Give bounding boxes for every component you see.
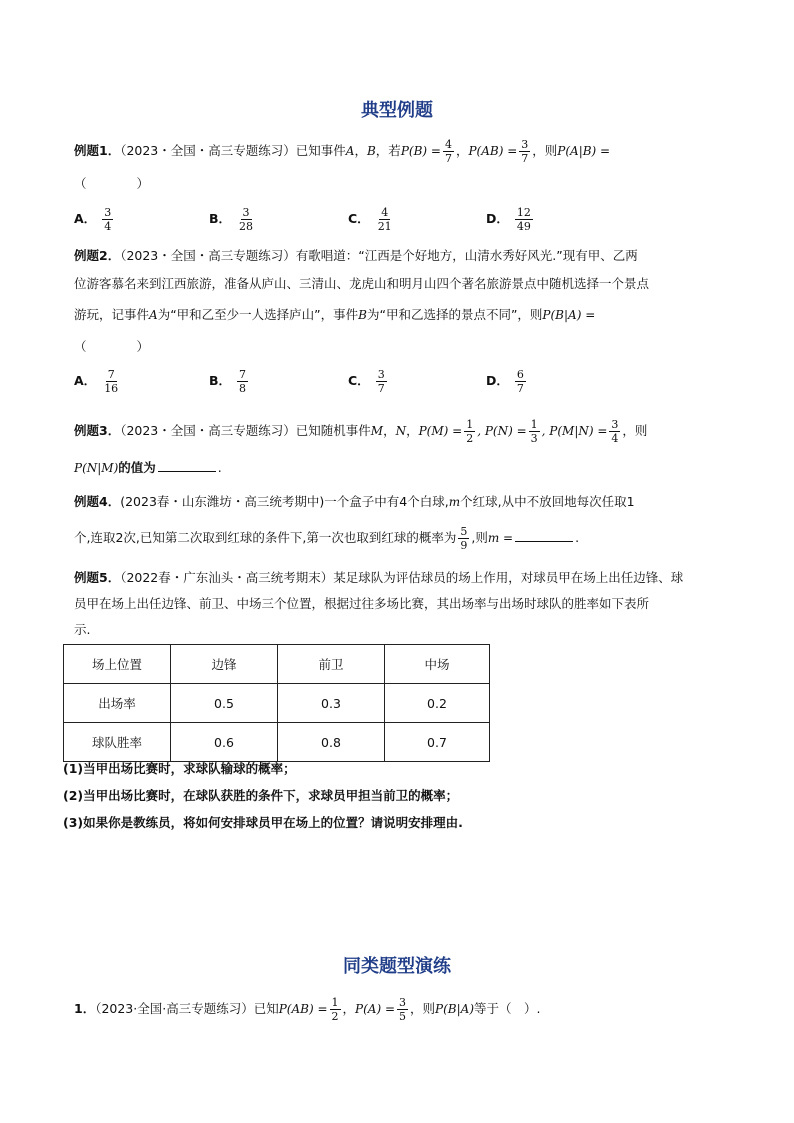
- example-4-line-2: 个,连取2次,已知第二次取到红球的条件下,第一次也取到红球的概率为 $\frac{5}{9}$ ,则m = .: [74, 525, 580, 552]
- table-cell: 0.3: [278, 684, 385, 723]
- table-cell: 边锋: [171, 645, 278, 684]
- example-5-question-2: (2)当甲出场比赛时，在球队获胜的条件下，求球员甲担当前卫的概率；: [63, 788, 459, 803]
- example-3-line-2: P(N|M)的值为 .: [74, 460, 222, 475]
- practice-1-label: 1．: [74, 1001, 96, 1016]
- table-cell: 出场率: [64, 684, 171, 723]
- table-cell: 0.7: [385, 723, 490, 762]
- position-stats-table: [63, 644, 490, 762]
- fraction: $\frac{4}{7}$: [444, 138, 452, 165]
- table-cell: 0.8: [278, 723, 385, 762]
- table-cell: 前卫: [278, 645, 385, 684]
- example-5-line-3: 示.: [74, 622, 91, 637]
- example-2-label: 例题2．: [74, 248, 121, 263]
- section-title-typical-examples: 典型例题: [361, 100, 433, 121]
- example-1-option-a: A． $\frac{3}{4}$: [74, 206, 112, 233]
- table-cell: 0.2: [385, 684, 490, 723]
- example-5-label: 例题5．: [74, 570, 121, 585]
- example-1-option-b: B． $\frac{3}{28}$: [209, 206, 254, 233]
- example-2-line-3: 游玩，记事件A为“甲和乙至少一人选择庐山”，事件B为“甲和乙选择的景点不同”，则P(B|A) =: [74, 307, 596, 322]
- table-cell: 球队胜率: [64, 723, 171, 762]
- example-1-statement: 例题1．（2023・全国・高三专题练习）已知事件A，B，若P(B) = $\frac{4}{7}$ ，P(AB) = $\frac{3}{7}$ ，则P(A|B) =: [74, 138, 611, 165]
- example-2-answer-paren: （ ）: [74, 339, 150, 354]
- example-5-line-2: 员甲在场上出任边锋、前卫、中场三个位置，根据过往多场比赛，其出场率与出场时球队的胜率如下表所: [74, 596, 650, 611]
- example-3-line-1: 例题3．（2023・全国・高三专题练习）已知随机事件M，N，P(M) = $\frac{1}{2}$ , P(N) = $\frac{1}{3}$ , P(M|N) = $\frac{3}{4}$ ，则: [74, 418, 648, 445]
- example-5-line-1: 例题5．（2022春・广东汕头・高三统考期末）某足球队为评估球员的场上作用，对球员甲在场上出任边锋、球: [74, 570, 684, 585]
- table-row: [64, 684, 490, 723]
- table-cell: 0.5: [171, 684, 278, 723]
- example-2-line-1: 例题2．（2023・全国・高三专题练习）有歌唱道：“江西是个好地方，山清水秀好风光.”现有甲、乙两: [74, 248, 638, 263]
- answer-blank: [515, 540, 573, 542]
- example-1-label: 例题1．: [74, 143, 121, 158]
- example-1-option-d: D． $\frac{12}{49}$: [486, 206, 531, 233]
- example-5-question-1: (1)当甲出场比赛时，求球队输球的概率；: [63, 761, 296, 776]
- example-2-option-c: C． $\frac{3}{7}$: [348, 368, 385, 395]
- example-2-option-a: A． $\frac{7}{16}$: [74, 368, 119, 395]
- example-4-line-1: 例题4．(2023春・山东潍坊・高三统考期中)一个盒子中有4个白球,m个红球,从中不放回地每次任取1: [74, 494, 635, 509]
- example-2-line-2: 位游客慕名来到江西旅游，准备从庐山、三清山、龙虎山和明月山四个著名旅游景点中随机选择一个景点: [74, 276, 650, 291]
- section-title-practice: 同类题型演练: [343, 956, 451, 977]
- answer-blank: [158, 470, 216, 472]
- example-1-option-c: C． $\frac{4}{21}$: [348, 206, 392, 233]
- example-3-label: 例题3．: [74, 423, 121, 438]
- example-4-label: 例题4．: [74, 494, 121, 509]
- example-2-option-b: B． $\frac{7}{8}$: [209, 368, 247, 395]
- fraction: $\frac{3}{7}$: [521, 138, 529, 165]
- practice-1-statement: 1．（2023·全国·高三专题练习）已知P(AB) = $\frac{1}{2}$ ，P(A) = $\frac{3}{5}$ ，则P(B|A)等于（ ）.: [74, 996, 541, 1023]
- table-header-row: [64, 645, 490, 684]
- example-2-option-d: D． $\frac{6}{7}$: [486, 368, 524, 395]
- table-cell: 0.6: [171, 723, 278, 762]
- table-cell: 中场: [385, 645, 490, 684]
- table-cell: 场上位置: [64, 645, 171, 684]
- table-row: [64, 723, 490, 762]
- example-5-question-3: (3)如果你是教练员，将如何安排球员甲在场上的位置？请说明安排理由.: [63, 815, 463, 830]
- example-1-answer-paren: （ ）: [74, 176, 150, 191]
